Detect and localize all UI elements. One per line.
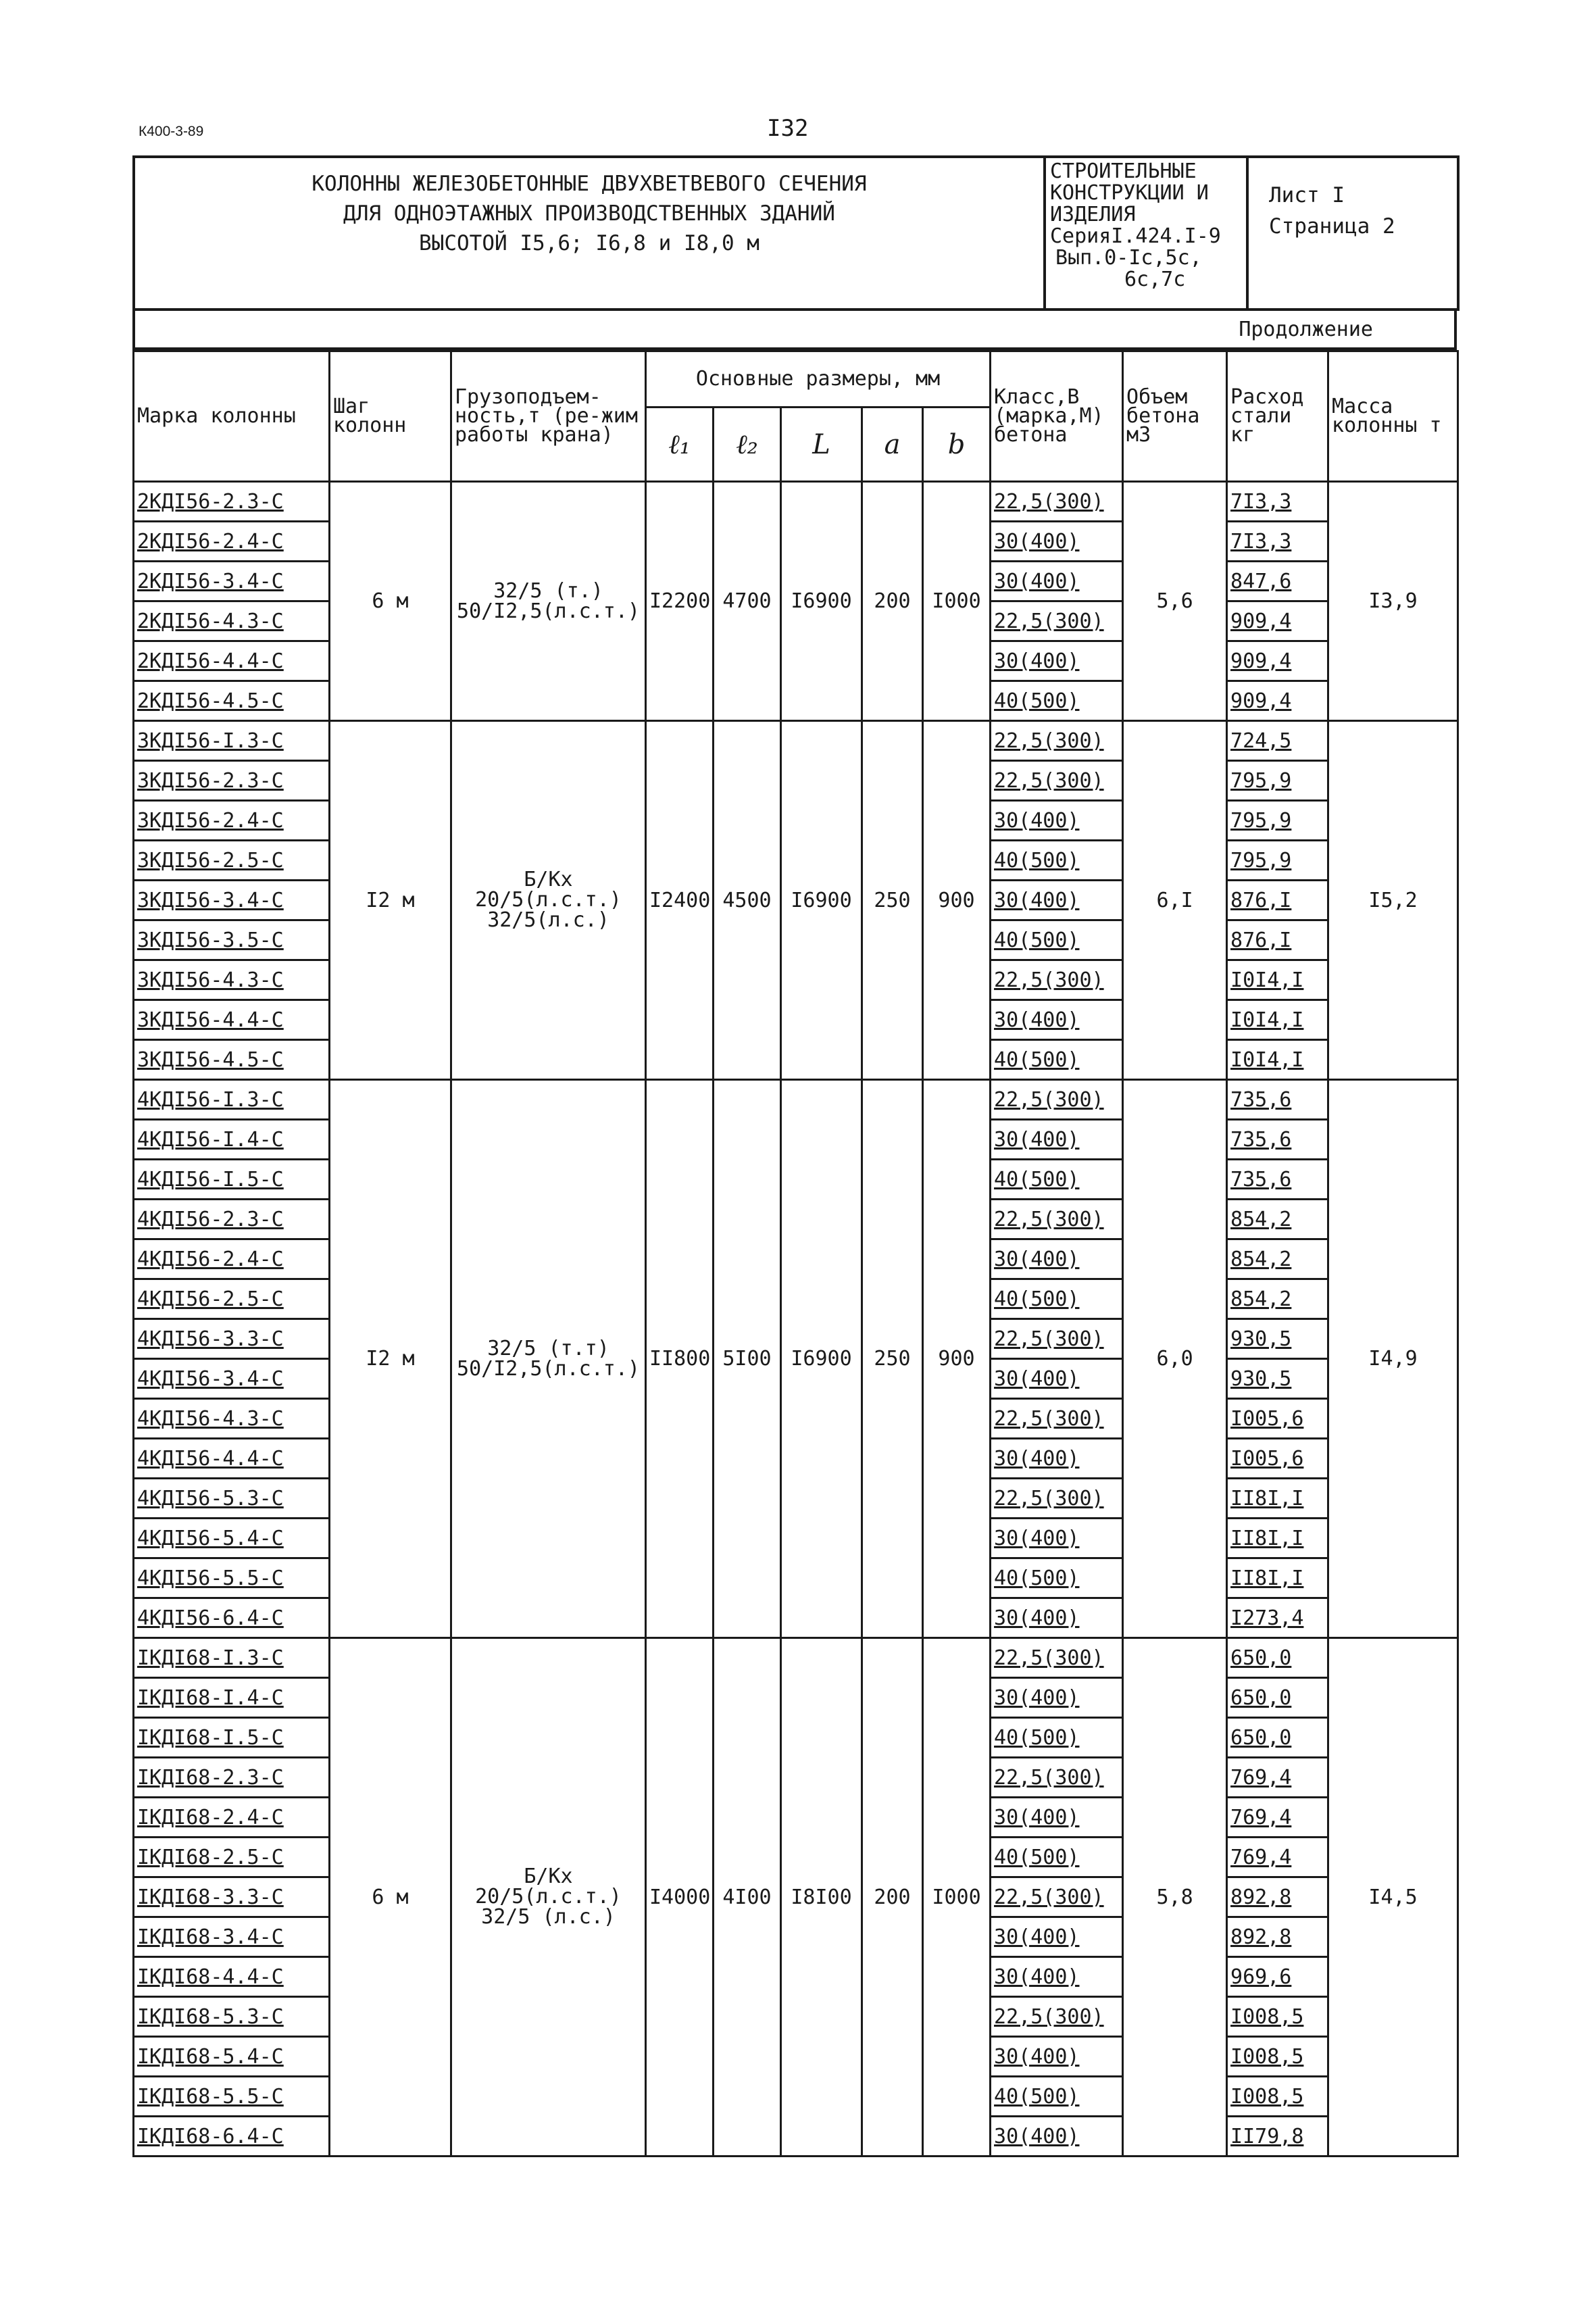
group-L: I6900 xyxy=(781,1080,862,1638)
column-mark: 4КДI56-I.5-С xyxy=(134,1160,330,1200)
steel-consumption: 735,6 xyxy=(1227,1120,1328,1160)
steel-consumption: 909,4 xyxy=(1227,641,1328,681)
steel-consumption: I273,4 xyxy=(1227,1598,1328,1638)
group-b: I000 xyxy=(923,482,991,721)
sheet-number: Лист I xyxy=(1269,183,1345,207)
steel-consumption: 795,9 xyxy=(1227,761,1328,801)
series-line-2: КОНСТРУКЦИИ И xyxy=(1050,181,1209,205)
concrete-class: 30(400) xyxy=(991,522,1123,562)
column-mark: 2КДI56-4.5-С xyxy=(134,681,330,721)
column-mark: 4КДI56-4.4-С xyxy=(134,1439,330,1479)
concrete-class: 30(400) xyxy=(991,1519,1123,1558)
column-mark: 4КДI56-2.4-С xyxy=(134,1239,330,1279)
continuation-bar xyxy=(132,311,1457,350)
steel-consumption: 969,6 xyxy=(1227,1957,1328,1997)
column-mark: IКДI68-5.4-С xyxy=(134,2037,330,2077)
group-L: I8I00 xyxy=(781,1638,862,2157)
header-load: Грузоподъем-ность,т (ре-жим работы крана) xyxy=(451,351,646,482)
column-mark: 4КДI56-2.3-С xyxy=(134,1200,330,1239)
table-row xyxy=(134,482,1458,522)
group-load: Б/Кх 20/5(л.с.т.) 32/5(л.с.) xyxy=(451,721,646,1080)
group-b: 900 xyxy=(923,721,991,1080)
concrete-class: 30(400) xyxy=(991,2037,1123,2077)
concrete-class: 22,5(300) xyxy=(991,601,1123,641)
table-row xyxy=(134,1638,1458,1678)
group-step: I2 м xyxy=(330,1080,451,1638)
column-mark: 4КДI56-I.3-С xyxy=(134,1080,330,1120)
group-step: 6 м xyxy=(330,482,451,721)
steel-consumption: I0I4,I xyxy=(1227,960,1328,1000)
steel-consumption: 724,5 xyxy=(1227,721,1328,761)
header-dims: Основные размеры, мм xyxy=(646,351,991,408)
concrete-class: 30(400) xyxy=(991,1120,1123,1160)
column-mark: IКДI68-2.5-С xyxy=(134,1838,330,1877)
series-line-3: ИЗДЕЛИЯ xyxy=(1050,203,1136,226)
concrete-class: 22,5(300) xyxy=(991,761,1123,801)
sheet-page: Страница 2 xyxy=(1269,214,1395,239)
concrete-class: 40(500) xyxy=(991,1160,1123,1200)
concrete-class: 30(400) xyxy=(991,881,1123,920)
concrete-class: 22,5(300) xyxy=(991,721,1123,761)
group-mass: I4,9 xyxy=(1328,1080,1458,1638)
document-code: К400-3-89 xyxy=(139,124,204,139)
steel-consumption: 892,8 xyxy=(1227,1877,1328,1917)
concrete-class: 30(400) xyxy=(991,1598,1123,1638)
concrete-class: 22,5(300) xyxy=(991,1319,1123,1359)
group-load: 32/5 (т.) 50/I2,5(л.с.т.) xyxy=(451,482,646,721)
steel-consumption: I005,6 xyxy=(1227,1439,1328,1479)
steel-consumption: I005,6 xyxy=(1227,1399,1328,1439)
steel-consumption: 854,2 xyxy=(1227,1279,1328,1319)
concrete-class: 22,5(300) xyxy=(991,1638,1123,1678)
group-volume: 5,8 xyxy=(1123,1638,1227,2157)
title-block xyxy=(132,155,1460,311)
group-l1: I4000 xyxy=(646,1638,714,2157)
group-a: 200 xyxy=(862,482,923,721)
concrete-class: 40(500) xyxy=(991,1718,1123,1758)
columns-table xyxy=(132,350,1459,2157)
column-mark: 4КДI56-3.4-С xyxy=(134,1359,330,1399)
table-row xyxy=(134,1080,1458,1120)
group-l2: 4I00 xyxy=(714,1638,781,2157)
steel-consumption: II8I,I xyxy=(1227,1558,1328,1598)
steel-consumption: 876,I xyxy=(1227,920,1328,960)
steel-consumption: 876,I xyxy=(1227,881,1328,920)
concrete-class: 22,5(300) xyxy=(991,1479,1123,1519)
column-mark: IКДI68-5.5-С xyxy=(134,2077,330,2117)
column-mark: 3КДI56-2.5-С xyxy=(134,841,330,881)
column-mark: 3КДI56-4.4-С xyxy=(134,1000,330,1040)
concrete-class: 22,5(300) xyxy=(991,960,1123,1000)
series-line-5: Вып.0-Iс,5с, xyxy=(1055,246,1202,270)
column-mark: 4КДI56-2.5-С xyxy=(134,1279,330,1319)
header-l1: ℓ₁ xyxy=(646,408,714,482)
group-step: I2 м xyxy=(330,721,451,1080)
series-line-1: СТРОИТЕЛЬНЫЕ xyxy=(1050,159,1197,183)
steel-consumption: 930,5 xyxy=(1227,1319,1328,1359)
column-mark: IКДI68-I.3-С xyxy=(134,1638,330,1678)
steel-consumption: 650,0 xyxy=(1227,1638,1328,1678)
title-line-3: ВЫСОТОЙ I5,6; I6,8 и I8,0 м xyxy=(419,231,759,255)
column-mark: 2КДI56-2.4-С xyxy=(134,522,330,562)
steel-consumption: 909,4 xyxy=(1227,601,1328,641)
header-L: L xyxy=(781,408,862,482)
concrete-class: 22,5(300) xyxy=(991,1997,1123,2037)
page-number: I32 xyxy=(767,115,809,142)
concrete-class: 40(500) xyxy=(991,681,1123,721)
steel-consumption: I0I4,I xyxy=(1227,1000,1328,1040)
group-l2: 5I00 xyxy=(714,1080,781,1638)
series-line-4: СерияI.424.I-9 xyxy=(1050,224,1221,248)
concrete-class: 40(500) xyxy=(991,1558,1123,1598)
column-mark: 2КДI56-2.3-С xyxy=(134,482,330,522)
steel-consumption: I008,5 xyxy=(1227,2077,1328,2117)
column-mark: 4КДI56-3.3-С xyxy=(134,1319,330,1359)
sheet-block xyxy=(1247,157,1458,310)
steel-consumption: 650,0 xyxy=(1227,1718,1328,1758)
steel-consumption: 854,2 xyxy=(1227,1239,1328,1279)
steel-consumption: 854,2 xyxy=(1227,1200,1328,1239)
concrete-class: 40(500) xyxy=(991,1838,1123,1877)
header-a: a xyxy=(862,408,923,482)
steel-consumption: 7I3,3 xyxy=(1227,482,1328,522)
group-volume: 6,I xyxy=(1123,721,1227,1080)
group-load: 32/5 (т.т) 50/I2,5(л.с.т.) xyxy=(451,1080,646,1638)
steel-consumption: 769,4 xyxy=(1227,1758,1328,1798)
table-row xyxy=(134,721,1458,761)
column-mark: 3КДI56-I.3-С xyxy=(134,721,330,761)
column-mark: IКДI68-2.4-С xyxy=(134,1798,330,1838)
group-a: 250 xyxy=(862,721,923,1080)
steel-consumption: 847,6 xyxy=(1227,562,1328,601)
steel-consumption: 909,4 xyxy=(1227,681,1328,721)
group-volume: 5,6 xyxy=(1123,482,1227,721)
group-a: 250 xyxy=(862,1080,923,1638)
series-block xyxy=(1045,157,1247,310)
series-line-6: 6с,7с xyxy=(1124,268,1186,291)
column-mark: IКДI68-I.4-С xyxy=(134,1678,330,1718)
column-mark: 4КДI56-5.3-С xyxy=(134,1479,330,1519)
concrete-class: 30(400) xyxy=(991,1678,1123,1718)
concrete-class: 30(400) xyxy=(991,1359,1123,1399)
concrete-class: 22,5(300) xyxy=(991,1399,1123,1439)
group-l2: 4500 xyxy=(714,721,781,1080)
concrete-class: 40(500) xyxy=(991,1040,1123,1080)
column-mark: 3КДI56-4.5-С xyxy=(134,1040,330,1080)
steel-consumption: 795,9 xyxy=(1227,841,1328,881)
header-steel: Расход стали кг xyxy=(1227,351,1328,482)
group-b: 900 xyxy=(923,1080,991,1638)
column-mark: IКДI68-3.4-С xyxy=(134,1917,330,1957)
steel-consumption: II8I,I xyxy=(1227,1479,1328,1519)
column-mark: IКДI68-I.5-С xyxy=(134,1718,330,1758)
concrete-class: 22,5(300) xyxy=(991,482,1123,522)
steel-consumption: 650,0 xyxy=(1227,1678,1328,1718)
column-mark: IКДI68-5.3-С xyxy=(134,1997,330,2037)
group-a: 200 xyxy=(862,1638,923,2157)
steel-consumption: 7I3,3 xyxy=(1227,522,1328,562)
column-mark: 4КДI56-5.5-С xyxy=(134,1558,330,1598)
column-mark: 3КДI56-3.4-С xyxy=(134,881,330,920)
group-l1: II800 xyxy=(646,1080,714,1638)
header-mass: Масса колонны т xyxy=(1328,351,1458,482)
column-mark: IКДI68-3.3-С xyxy=(134,1877,330,1917)
header-class: Класс,В (марка,М) бетона xyxy=(991,351,1123,482)
concrete-class: 40(500) xyxy=(991,841,1123,881)
steel-consumption: 735,6 xyxy=(1227,1080,1328,1120)
column-mark: 3КДI56-2.3-С xyxy=(134,761,330,801)
concrete-class: 22,5(300) xyxy=(991,1080,1123,1120)
column-mark: 3КДI56-2.4-С xyxy=(134,801,330,841)
group-load: Б/Кх 20/5(л.с.т.) 32/5 (л.с.) xyxy=(451,1638,646,2157)
group-volume: 6,0 xyxy=(1123,1080,1227,1638)
group-L: I6900 xyxy=(781,482,862,721)
group-l2: 4700 xyxy=(714,482,781,721)
steel-consumption: 892,8 xyxy=(1227,1917,1328,1957)
header-b: b xyxy=(923,408,991,482)
steel-consumption: 769,4 xyxy=(1227,1798,1328,1838)
group-mass: I4,5 xyxy=(1328,1638,1458,2157)
concrete-class: 30(400) xyxy=(991,1439,1123,1479)
steel-consumption: 769,4 xyxy=(1227,1838,1328,1877)
header-mark: Марка колонны xyxy=(134,351,330,482)
continuation-label: Продолжение xyxy=(1239,318,1373,341)
column-mark: 4КДI56-4.3-С xyxy=(134,1399,330,1439)
steel-consumption: I008,5 xyxy=(1227,2037,1328,2077)
title-line-1: КОЛОННЫ ЖЕЛЕЗОБЕТОННЫЕ ДВУХВЕТВЕВОГО СЕЧЕНИЯ xyxy=(311,172,867,196)
header-l2: ℓ₂ xyxy=(714,408,781,482)
header-volume: Объем бетона м3 xyxy=(1123,351,1227,482)
column-mark: IКДI68-4.4-С xyxy=(134,1957,330,1997)
title-line-2: ДЛЯ ОДНОЭТАЖНЫХ ПРОИЗВОДСТВЕННЫХ ЗДАНИЙ xyxy=(343,201,835,226)
column-mark: 2КДI56-4.4-С xyxy=(134,641,330,681)
concrete-class: 22,5(300) xyxy=(991,1758,1123,1798)
column-mark: IКДI68-6.4-С xyxy=(134,2117,330,2157)
column-mark: 3КДI56-4.3-С xyxy=(134,960,330,1000)
steel-consumption: I0I4,I xyxy=(1227,1040,1328,1080)
concrete-class: 30(400) xyxy=(991,1239,1123,1279)
group-mass: I5,2 xyxy=(1328,721,1458,1080)
concrete-class: 30(400) xyxy=(991,1917,1123,1957)
steel-consumption: 795,9 xyxy=(1227,801,1328,841)
concrete-class: 22,5(300) xyxy=(991,1200,1123,1239)
column-mark: IКДI68-2.3-С xyxy=(134,1758,330,1798)
concrete-class: 30(400) xyxy=(991,1000,1123,1040)
concrete-class: 30(400) xyxy=(991,641,1123,681)
group-step: 6 м xyxy=(330,1638,451,2157)
concrete-class: 30(400) xyxy=(991,562,1123,601)
concrete-class: 30(400) xyxy=(991,1957,1123,1997)
column-mark: 4КДI56-5.4-С xyxy=(134,1519,330,1558)
group-l1: I2400 xyxy=(646,721,714,1080)
column-mark: 4КДI56-6.4-С xyxy=(134,1598,330,1638)
column-mark: 2КДI56-3.4-С xyxy=(134,562,330,601)
concrete-class: 40(500) xyxy=(991,920,1123,960)
group-l1: I2200 xyxy=(646,482,714,721)
concrete-class: 22,5(300) xyxy=(991,1877,1123,1917)
steel-consumption: II79,8 xyxy=(1227,2117,1328,2157)
document-title xyxy=(134,157,1045,310)
column-mark: 3КДI56-3.5-С xyxy=(134,920,330,960)
column-mark: 2КДI56-4.3-С xyxy=(134,601,330,641)
steel-consumption: I008,5 xyxy=(1227,1997,1328,2037)
group-b: I000 xyxy=(923,1638,991,2157)
concrete-class: 30(400) xyxy=(991,1798,1123,1838)
steel-consumption: II8I,I xyxy=(1227,1519,1328,1558)
concrete-class: 40(500) xyxy=(991,1279,1123,1319)
concrete-class: 30(400) xyxy=(991,2117,1123,2157)
concrete-class: 40(500) xyxy=(991,2077,1123,2117)
column-mark: 4КДI56-I.4-С xyxy=(134,1120,330,1160)
steel-consumption: 735,6 xyxy=(1227,1160,1328,1200)
group-L: I6900 xyxy=(781,721,862,1080)
steel-consumption: 930,5 xyxy=(1227,1359,1328,1399)
header-step: Шаг колонн xyxy=(330,351,451,482)
concrete-class: 30(400) xyxy=(991,801,1123,841)
group-mass: I3,9 xyxy=(1328,482,1458,721)
